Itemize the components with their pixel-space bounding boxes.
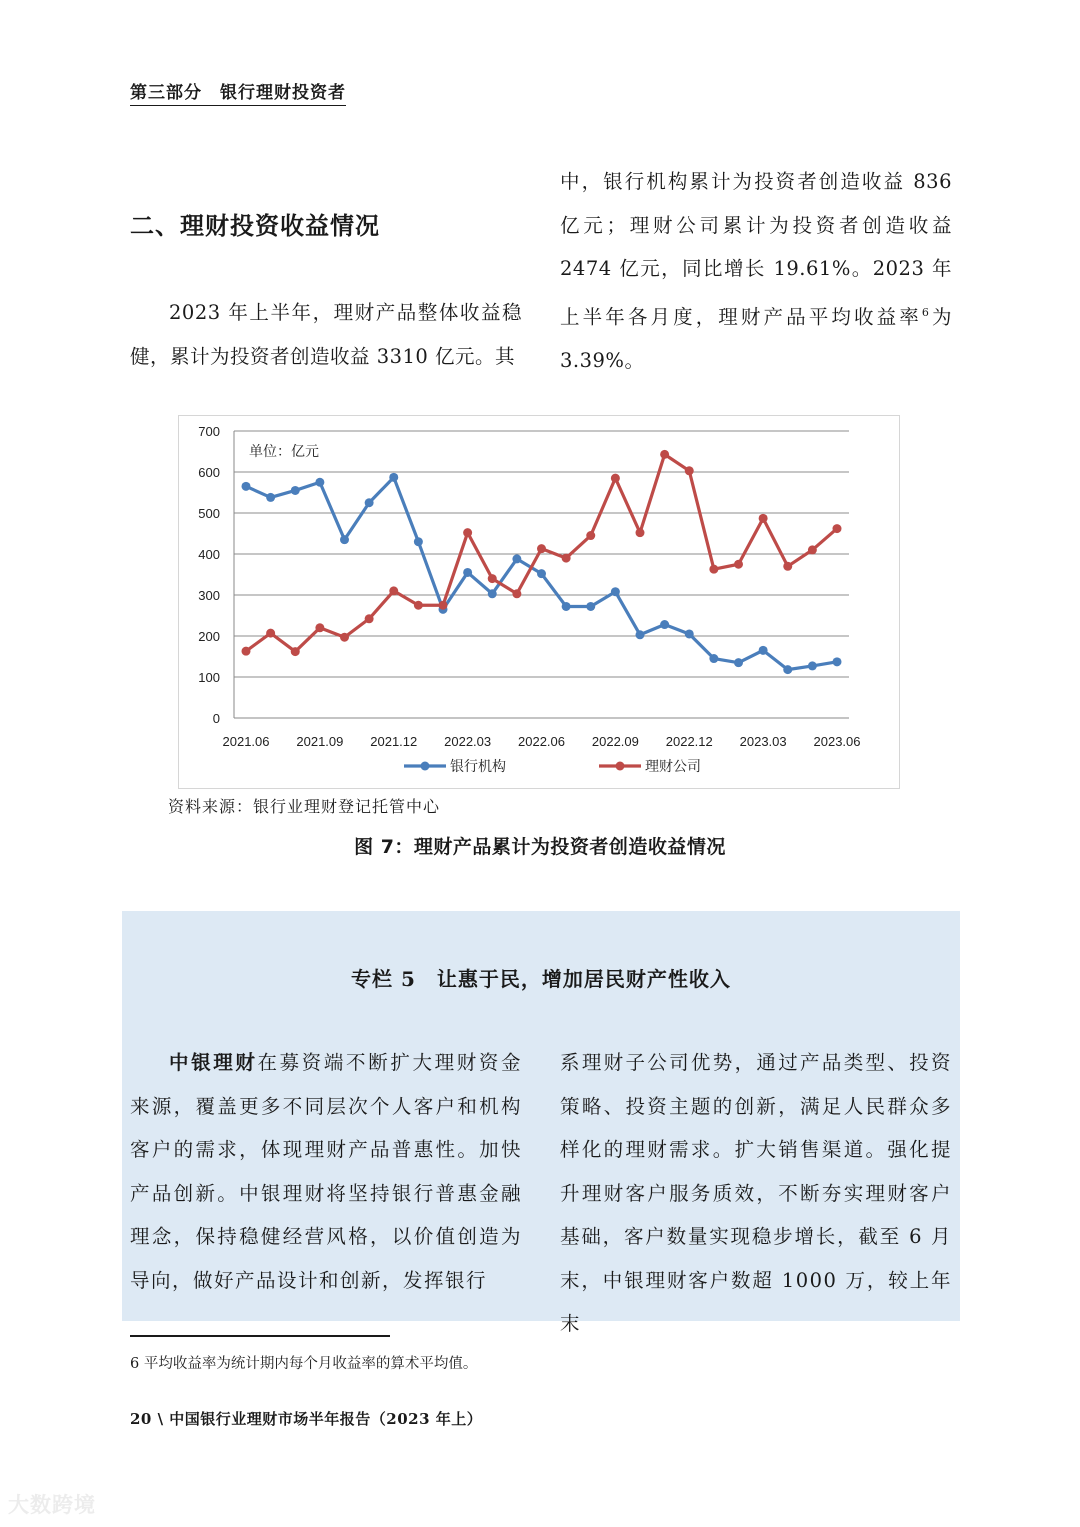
right-paragraph [560, 160, 952, 382]
data-point [537, 569, 546, 578]
data-point [562, 554, 571, 563]
data-point [833, 657, 842, 666]
left-paragraph: 2023 年上半年，理财产品整体收益稳健，累计为投资者创造收益 3310 亿元。其 [130, 301, 522, 368]
data-point [463, 528, 472, 537]
data-point [734, 560, 743, 569]
data-point [512, 589, 521, 598]
y-tick-label: 100 [198, 670, 220, 685]
data-point [389, 586, 398, 595]
data-point [315, 623, 324, 632]
x-tick-label: 2021.06 [222, 734, 270, 749]
y-tick-label: 300 [198, 588, 220, 603]
watermark: 大数跨境 [8, 1493, 96, 1517]
footnote-ref[interactable]: 6 [921, 305, 930, 319]
page-footer: 20 \ 中国银行业理财市场半年报告（2023 年上） [130, 1410, 483, 1428]
data-point [734, 658, 743, 667]
data-point [365, 498, 374, 507]
right-paragraph-tail: 为 3.39%。 [560, 305, 952, 372]
legend-marker-1 [421, 762, 430, 771]
data-point [685, 466, 694, 475]
data-point [414, 601, 423, 610]
right-paragraph-text: 中，银行机构累计为投资者创造收益 836 亿元；理财公司累计为投资者创造收益 2474 亿元，同比增长 19.61%。2023 年上半年各月度，理财产品平均收益率 [560, 170, 952, 328]
y-tick-label: 200 [198, 629, 220, 644]
data-point [808, 545, 817, 554]
data-point [340, 633, 349, 642]
unit-label: 单位：亿元 [249, 443, 319, 459]
running-header: 第三部分 银行理财投资者 [130, 78, 346, 106]
footnote-divider [130, 1335, 390, 1337]
data-point [389, 473, 398, 482]
chart-source: 资料来源：银行业理财登记托管中心 [168, 797, 441, 816]
x-tick-label: 2022.06 [518, 734, 565, 749]
data-point [709, 654, 718, 663]
data-point [611, 474, 620, 483]
data-point [685, 629, 694, 638]
footnote: 6 平均收益率为统计期内每个月收益率的算术平均值。 [130, 1356, 478, 1372]
y-tick-label: 700 [198, 424, 220, 439]
data-point [537, 544, 546, 553]
box-lead: 中银理财 [169, 1051, 258, 1074]
data-point [562, 602, 571, 611]
data-point [783, 665, 792, 674]
x-tick-label: 2023.06 [813, 734, 861, 749]
data-point [611, 587, 620, 596]
sidebar-box [122, 911, 960, 1335]
data-point [808, 661, 817, 670]
data-point [512, 554, 521, 563]
x-tick-label: 2023.03 [739, 734, 787, 749]
data-point [759, 514, 768, 523]
data-point [488, 574, 497, 583]
figure-caption: 图 7：理财产品累计为投资者创造收益情况 [354, 836, 726, 858]
data-point [291, 647, 300, 656]
data-point [242, 647, 251, 656]
data-point [488, 589, 497, 598]
legend-label-1: 银行机构 [450, 758, 506, 774]
data-point [463, 568, 472, 577]
data-point [660, 620, 669, 629]
data-point [759, 646, 768, 655]
x-tick-label: 2021.09 [296, 734, 344, 749]
data-point [586, 602, 595, 611]
data-point [266, 493, 275, 502]
data-point [414, 537, 423, 546]
line-chart [179, 416, 899, 788]
box-title: 专栏 5 让惠于民，增加居民财产性收入 [351, 967, 731, 991]
data-point [636, 528, 645, 537]
data-point [709, 565, 718, 574]
box-right-text: 系理财子公司优势，通过产品类型、投资策略、投资主题的创新，满足人民群众多样化的理财需求。扩大销售渠道。强化提升理财客户服务质效，不断夯实理财客户基础，客户数量实现稳步增长，截至 6 月末，中银理财客户数超 1000 万，较上年末 [560, 1051, 952, 1335]
chart-frame [178, 415, 900, 789]
x-tick-label: 2022.03 [444, 734, 492, 749]
data-point [636, 630, 645, 639]
box-left-body: 在募资端不断扩大理财资金来源，覆盖更多不同层次个人客户和机构客户的需求，体现理财产品普惠性。加快产品创新。中银理财将坚持银行普惠金融理念，保持稳健经营风格，以价值创造为导向，做好产品设计和创新，发挥银行 [130, 1051, 522, 1292]
data-point [365, 614, 374, 623]
data-point [439, 601, 448, 610]
data-point [291, 486, 300, 495]
y-tick-label: 500 [198, 506, 220, 521]
data-point [266, 629, 275, 638]
y-tick-label: 400 [198, 547, 220, 562]
data-point [833, 524, 842, 533]
box-left-text [130, 1041, 522, 1302]
x-tick-label: 2022.12 [665, 734, 713, 749]
data-point [586, 531, 595, 540]
section-title: 二、理财投资收益情况 [130, 212, 380, 240]
legend-label-2: 理财公司 [645, 758, 701, 774]
data-point [242, 482, 251, 491]
data-point [660, 450, 669, 459]
x-tick-label: 2022.09 [591, 734, 639, 749]
x-tick-label: 2021.12 [370, 734, 418, 749]
data-point [783, 562, 792, 571]
y-tick-label: 600 [198, 465, 220, 480]
data-point [340, 535, 349, 544]
y-tick-label: 0 [212, 711, 220, 726]
data-point [315, 478, 324, 487]
legend-marker-2 [616, 762, 625, 771]
